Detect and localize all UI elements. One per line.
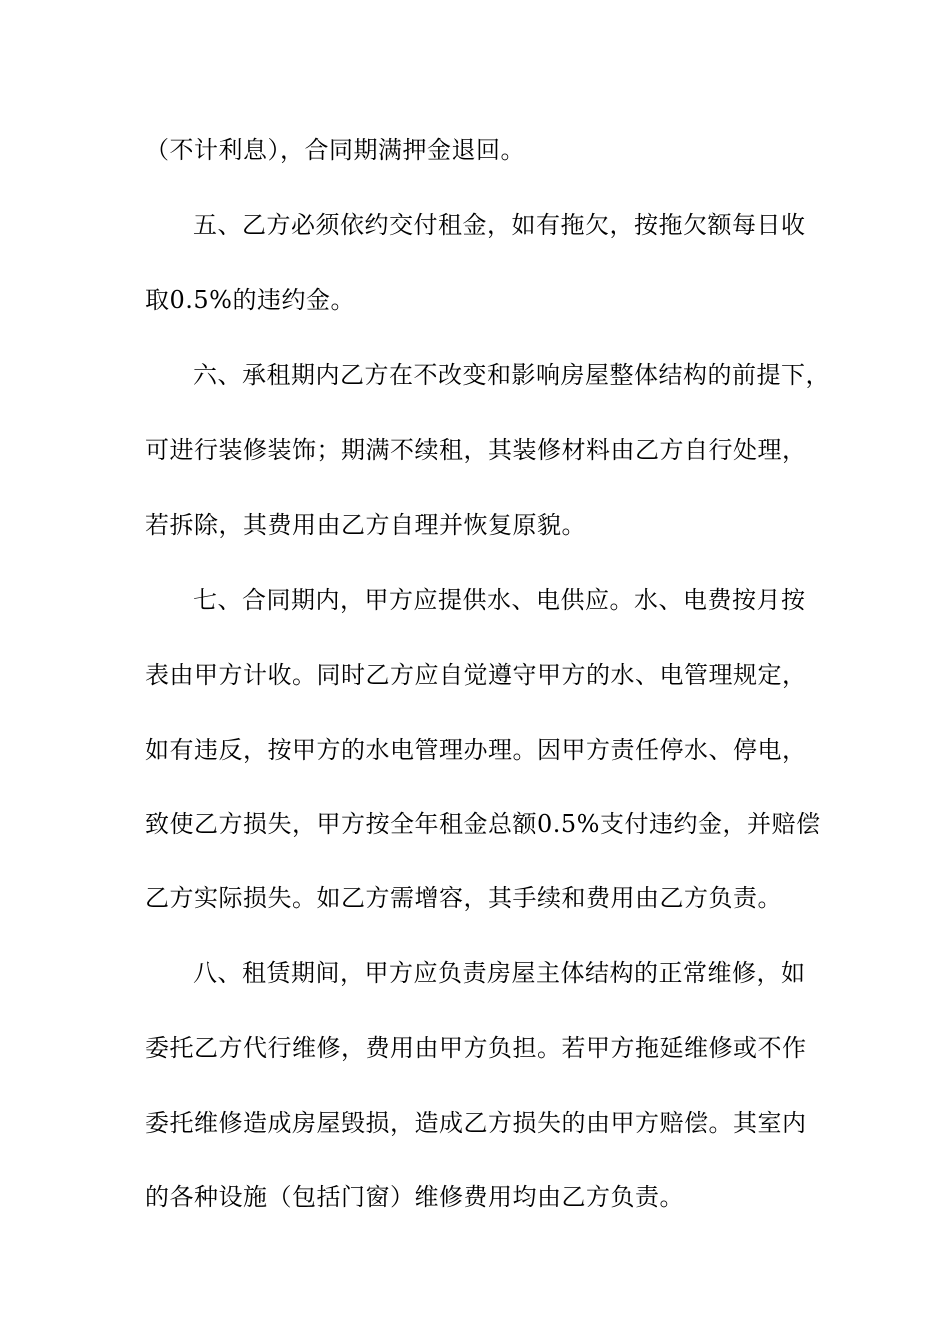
clause-7-line-1: 七、合同期内，甲方应提供水、电供应。水、电费按月按	[193, 586, 806, 614]
clause-5-line-2: 取0.5%的违约金。	[145, 286, 355, 314]
clause-6-line-2: 可进行装修装饰；期满不续租，其装修材料由乙方自行处理，	[145, 436, 807, 464]
clause-6-line-3: 若拆除，其费用由乙方自理并恢复原貌。	[145, 511, 586, 539]
text-line-1: （不计利息），合同期满押金退回。	[145, 136, 525, 164]
clause-8-line-2: 委托乙方代行维修，费用由甲方负担。若甲方拖延维修或不作	[145, 1034, 807, 1062]
clause-7-line-2: 表由甲方计收。同时乙方应自觉遵守甲方的水、电管理规定，	[145, 661, 807, 689]
clause-8-line-3: 委托维修造成房屋毁损，造成乙方损失的由甲方赔偿。其室内	[145, 1109, 807, 1137]
clause-6-line-1: 六、承租期内乙方在不改变和影响房屋整体结构的前提下，	[193, 361, 830, 389]
clause-7-line-4: 致使乙方损失，甲方按全年租金总额0.5%支付违约金，并赔偿	[145, 810, 821, 838]
clause-7-line-5: 乙方实际损失。如乙方需增容，其手续和费用由乙方负责。	[145, 884, 782, 912]
clause-5-line-1: 五、乙方必须依约交付租金，如有拖欠，按拖欠额每日收	[193, 211, 806, 239]
clause-8-line-1: 八、租赁期间，甲方应负责房屋主体结构的正常维修，如	[193, 959, 806, 987]
clause-8-line-4: 的各种设施（包括门窗）维修费用均由乙方负责。	[145, 1183, 684, 1211]
clause-7-line-3: 如有违反，按甲方的水电管理办理。因甲方责任停水、停电，	[145, 736, 807, 764]
